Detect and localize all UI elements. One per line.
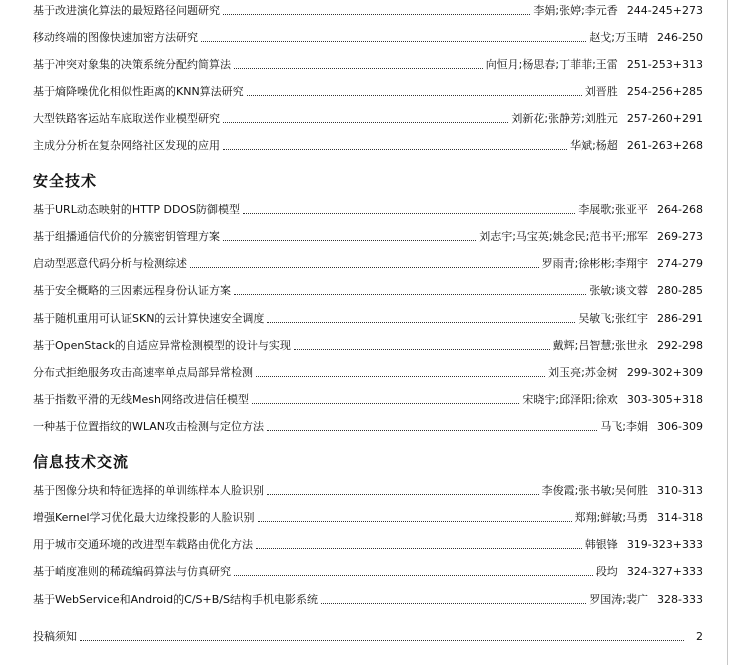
entry-pages: 244-245+273	[626, 3, 703, 17]
dot-leader	[223, 122, 508, 123]
dot-leader	[258, 521, 572, 522]
toc-entry[interactable]	[33, 200, 703, 218]
toc-entry[interactable]	[33, 55, 703, 73]
toc-entry[interactable]	[33, 1, 703, 19]
toc-entry[interactable]	[33, 508, 703, 526]
entry-pages: 246-250	[657, 30, 703, 44]
entry-title: 分布式拒绝服务攻击高速率单点局部异常检测	[33, 366, 253, 379]
entry-pages: 280-285	[657, 283, 703, 297]
toc-entry[interactable]	[33, 336, 703, 354]
entry-title: 基于组播通信代价的分簇密钥管理方案	[33, 230, 220, 243]
entry-authors: 韩银锋	[584, 538, 618, 551]
entry-authors: 段均	[595, 565, 618, 578]
entry-authors: 宋晓宇;邱泽阳;徐欢	[522, 393, 618, 406]
entry-authors: 马飞;李娟	[600, 420, 649, 433]
dot-leader	[321, 603, 586, 604]
entry-title: 一种基于位置指纹的WLAN攻击检测与定位方法	[33, 420, 265, 433]
entry-title: 基于随机重用可认证SKN的云计算快速安全调度	[33, 312, 265, 325]
entry-title: 基于改进演化算法的最短路径问题研究	[33, 4, 220, 17]
entry-title: 基于WebService和Android的C/S+B/S结构手机电影系统	[33, 593, 318, 606]
dot-leader	[201, 41, 586, 42]
toc-entry[interactable]	[33, 417, 703, 435]
entry-pages: 314-318	[657, 510, 703, 524]
toc-entry[interactable]	[33, 390, 703, 408]
entry-pages: 269-273	[657, 229, 703, 243]
entry-title: 增强Kernel学习优化最大边缘投影的人脸识别	[33, 511, 255, 524]
entry-title: 大型铁路客运站车底取送作业模型研究	[33, 112, 220, 125]
entry-title: 基于图像分块和特征选择的单训练样本人脸识别	[33, 484, 264, 497]
entry-authors: 刘晋胜	[584, 85, 618, 98]
entry-pages: 286-291	[657, 311, 703, 325]
dot-leader	[223, 240, 476, 241]
dot-leader	[267, 430, 597, 431]
entry-authors: 张敏;谈文蓉	[589, 284, 649, 297]
entry-pages: 2	[696, 629, 703, 643]
entry-pages: 292-298	[657, 338, 703, 352]
dot-leader	[223, 14, 530, 15]
dot-leader	[223, 149, 567, 150]
dot-leader	[234, 294, 586, 295]
entry-title: 启动型恶意代码分析与检测综述	[33, 257, 187, 270]
entry-pages: 303-305+318	[626, 392, 703, 406]
entry-pages: 261-263+268	[626, 138, 703, 152]
entry-authors: 李展歌;张亚平	[578, 203, 649, 216]
entry-authors: 李娟;张婷;李元香	[533, 4, 618, 17]
entry-pages: 299-302+309	[626, 365, 703, 379]
entry-pages: 251-253+313	[626, 57, 703, 71]
entry-title: 基于指数平滑的无线Mesh网络改进信任模型	[33, 393, 249, 406]
toc-entry[interactable]	[33, 227, 703, 245]
entry-title: 用于城市交通环境的改进型车载路由优化方法	[33, 538, 253, 551]
entry-authors: 郑翔;鲜敏;马勇	[574, 511, 649, 524]
toc-entry[interactable]	[33, 535, 703, 553]
entry-title: 移动终端的图像快速加密方法研究	[33, 31, 198, 44]
entry-title: 基于OpenStack的自适应异常检测模型的设计与实现	[33, 339, 291, 352]
toc-entry-submission-notice[interactable]	[33, 627, 703, 645]
entry-pages: 306-309	[657, 419, 703, 433]
entry-pages: 310-313	[657, 483, 703, 497]
entry-pages: 257-260+291	[626, 111, 703, 125]
toc-entry[interactable]	[33, 82, 703, 100]
entry-pages: 274-279	[657, 256, 703, 270]
toc-entry[interactable]	[33, 481, 703, 499]
dot-leader	[256, 376, 545, 377]
dot-leader	[80, 640, 684, 641]
section-heading: 信息技术交流	[33, 453, 130, 471]
toc-entry[interactable]	[33, 28, 703, 46]
dot-leader	[247, 95, 582, 96]
dot-leader	[294, 349, 550, 350]
entry-pages: 264-268	[657, 202, 703, 216]
toc-entry[interactable]	[33, 254, 703, 272]
entry-title: 主成分分析在复杂网络社区发现的应用	[33, 139, 220, 152]
entry-authors: 向恒月;杨思春;丁菲菲;王雷	[485, 58, 618, 71]
entry-pages: 324-327+333	[626, 564, 703, 578]
entry-pages: 254-256+285	[626, 84, 703, 98]
toc-entry[interactable]	[33, 309, 703, 327]
toc-entry[interactable]	[33, 109, 703, 127]
entry-authors: 刘志宇;马宝英;姚念民;范书平;邢军	[479, 230, 649, 243]
entry-title: 基于冲突对象集的决策系统分配约简算法	[33, 58, 231, 71]
dot-leader	[267, 322, 575, 323]
toc-entry[interactable]	[33, 590, 703, 608]
dot-leader	[256, 548, 582, 549]
entry-title: 基于安全概略的三因素远程身份认证方案	[33, 284, 231, 297]
dot-leader	[267, 494, 539, 495]
entry-pages: 328-333	[657, 592, 703, 606]
dot-leader	[190, 267, 539, 268]
page-right-border	[727, 0, 728, 665]
dot-leader	[234, 575, 593, 576]
entry-pages: 319-323+333	[626, 537, 703, 551]
toc-entry[interactable]	[33, 136, 703, 154]
entry-authors: 吴敏飞;张红宇	[578, 312, 649, 325]
entry-title: 基于峭度准则的稀疏编码算法与仿真研究	[33, 565, 231, 578]
toc-entry[interactable]	[33, 562, 703, 580]
entry-authors: 赵戈;万玉晴	[589, 31, 649, 44]
entry-authors: 华斌;杨超	[570, 139, 618, 152]
entry-title: 基于URL动态映射的HTTP DDOS防御模型	[33, 203, 241, 216]
dot-leader	[234, 68, 483, 69]
dot-leader	[243, 213, 575, 214]
entry-authors: 刘玉亮;苏金树	[548, 366, 618, 379]
toc-entry[interactable]	[33, 363, 703, 381]
toc-entry[interactable]	[33, 281, 703, 299]
entry-authors: 罗雨青;徐彬彬;李翔宇	[541, 257, 649, 270]
entry-authors: 罗国涛;裴广	[589, 593, 649, 606]
entry-title: 基于熵降噪优化相似性距离的KNN算法研究	[33, 85, 244, 98]
section-heading: 安全技术	[33, 172, 98, 190]
entry-authors: 李俊霞;张书敏;吴何胜	[541, 484, 649, 497]
entry-authors: 刘新花;张静芳;刘胜元	[511, 112, 618, 125]
entry-authors: 戴辉;吕智慧;张世永	[552, 339, 649, 352]
entry-title: 投稿须知	[33, 630, 77, 643]
dot-leader	[252, 403, 519, 404]
